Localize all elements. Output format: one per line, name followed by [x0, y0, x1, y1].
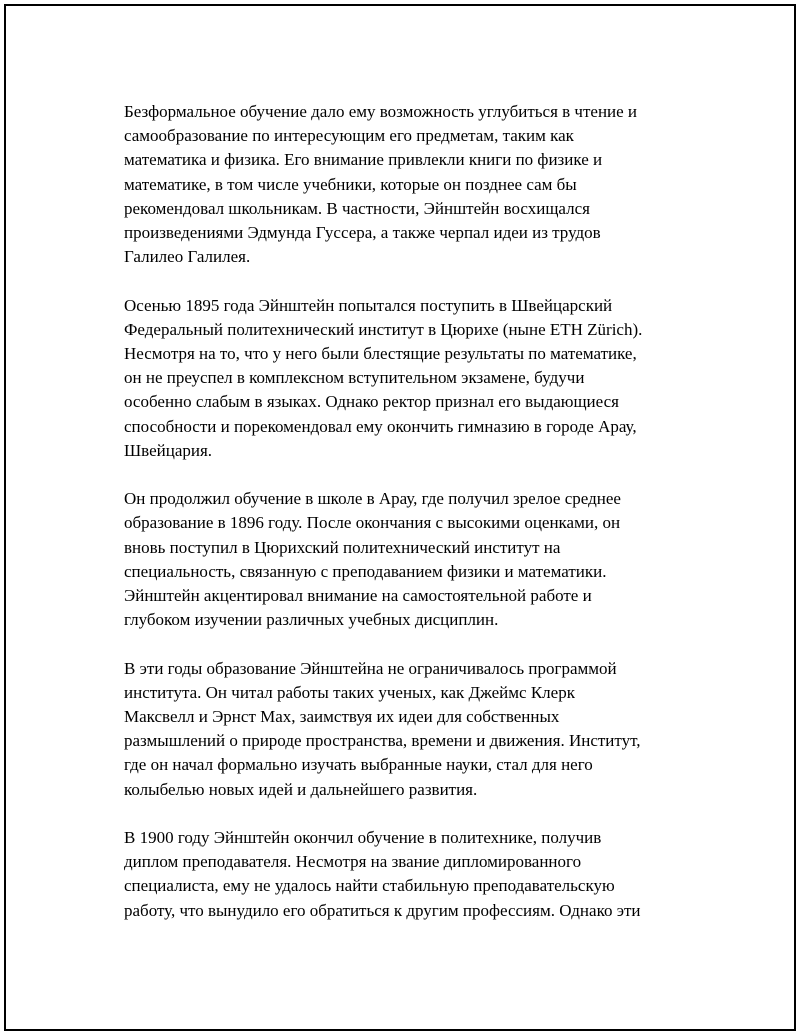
- text-line: особенно слабым в языках. Однако ректор признал его выдающиеся: [124, 392, 619, 412]
- text-line: работу, что вынудило его обратиться к другим профессиям. Однако эти: [124, 900, 641, 920]
- paragraph-5: [124, 826, 698, 923]
- text-line: вновь поступил в Цюрихский политехнический институт на: [124, 537, 561, 557]
- text-line: рекомендовал школьникам. В частности, Эйнштейн восхищался: [124, 198, 590, 218]
- page-frame: [4, 4, 796, 1031]
- text-line: он не преуспел в комплексном вступительном экзамене, будучи: [124, 368, 585, 388]
- text-line: В эти годы образование Эйнштейна не ограничивалось программой: [124, 658, 617, 678]
- paragraph-3: [124, 487, 698, 632]
- text-line: Несмотря на то, что у него были блестящие результаты по математике,: [124, 344, 637, 364]
- text-line: размышлений о природе пространства, времени и движения. Институт,: [124, 731, 641, 751]
- document-body: [124, 100, 698, 947]
- text-line: специалиста, ему не удалось найти стабильную преподавательскую: [124, 876, 615, 896]
- text-line: института. Он читал работы таких ученых, как Джеймс Клерк: [124, 682, 575, 702]
- paragraph-2: [124, 294, 698, 463]
- paragraph-4: [124, 657, 698, 802]
- text-line: способности и порекомендовал ему окончить гимназию в городе Арау,: [124, 416, 637, 436]
- text-line: специальность, связанную с преподаванием физики и математики.: [124, 561, 607, 581]
- paragraph-1: [124, 100, 698, 269]
- text-line: произведениями Эдмунда Гуссера, а также черпал идеи из трудов: [124, 223, 601, 243]
- text-line: Осенью 1895 года Эйнштейн попытался поступить в Швейцарский: [124, 295, 613, 315]
- text-line: Галилео Галилея.: [124, 247, 251, 267]
- text-line: диплом преподавателя. Несмотря на звание дипломированного: [124, 852, 582, 872]
- text-line: В 1900 году Эйнштейн окончил обучение в политехнике, получив: [124, 828, 602, 848]
- text-line: математика и физика. Его внимание привлекли книги по физике и: [124, 150, 603, 170]
- text-line: самообразование по интересующим его предметам, таким как: [124, 126, 574, 146]
- text-line: Швейцария.: [124, 440, 213, 460]
- text-line: образование в 1896 году. После окончания с высокими оценками, он: [124, 513, 621, 533]
- text-line: колыбелью новых идей и дальнейшего развития.: [124, 779, 478, 799]
- text-line: Эйнштейн акцентировал внимание на самостоятельной работе и: [124, 586, 592, 606]
- text-line: где он начал формально изучать выбранные науки, стал для него: [124, 755, 593, 775]
- text-line: глубоком изучении различных учебных дисциплин.: [124, 610, 499, 630]
- text-line: математике, в том числе учебники, которые он позднее сам бы: [124, 174, 577, 194]
- text-line: Федеральный политехнический институт в Цюрихе (ныне ETH Zürich).: [124, 319, 643, 339]
- text-line: Он продолжил обучение в школе в Арау, где получил зрелое среднее: [124, 489, 621, 509]
- text-line: Максвелл и Эрнст Мах, заимствуя их идеи для собственных: [124, 707, 560, 727]
- text-line: Безформальное обучение дало ему возможность углубиться в чтение и: [124, 102, 638, 121]
